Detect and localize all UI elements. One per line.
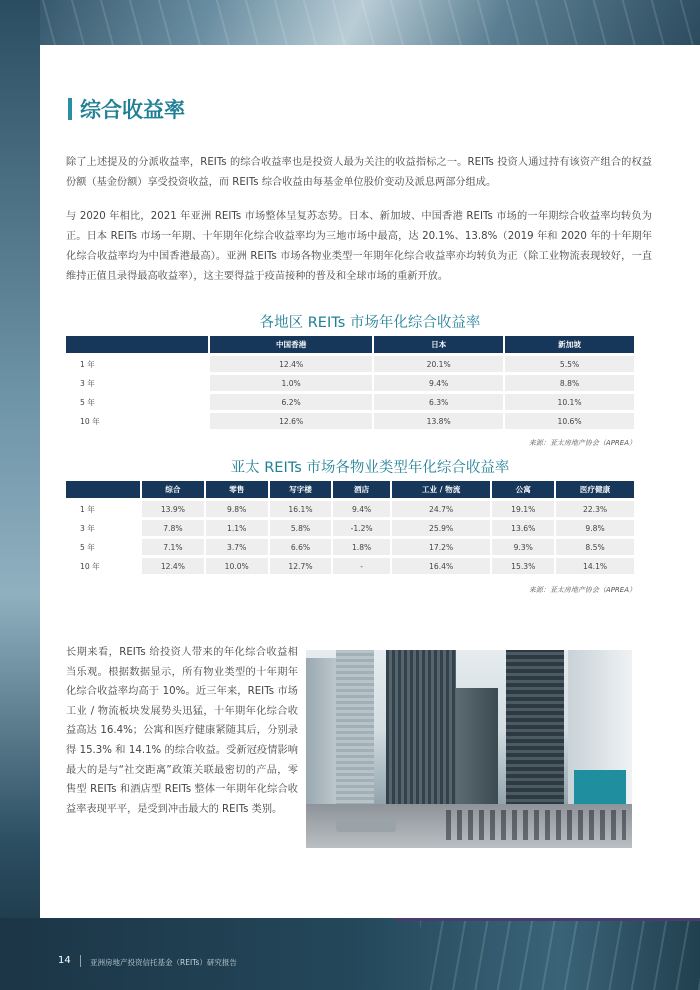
row-label: 1 年 [66, 356, 208, 372]
row-label: 5 年 [66, 539, 140, 555]
table-cell: 16.1% [270, 501, 332, 517]
table-cell: 6.3% [374, 394, 503, 410]
table-header-cell: 医疗健康 [556, 481, 634, 498]
table-cell: 10.6% [505, 413, 634, 429]
table-header-cell: 新加坡 [505, 336, 634, 353]
page-content [40, 45, 700, 918]
table-cell: 24.7% [392, 501, 490, 517]
table-cell: 13.9% [142, 501, 204, 517]
table-cell: 19.1% [492, 501, 554, 517]
region-returns-table [64, 333, 636, 432]
table-row [66, 520, 634, 536]
section-title: 综合收益率 [80, 98, 185, 122]
table-header-cell: 公寓 [492, 481, 554, 498]
building-shape [386, 650, 456, 808]
table-cell: 22.3% [556, 501, 634, 517]
footer-background-image [0, 918, 700, 990]
intro-paragraph-2: 与 2020 年相比，2021 年亚洲 REITs 市场整体呈复苏态势。日本、新加坡、中国香港 REITs 市场的一年期综合收益率均转负为正。日本 REITs 市场一年期、十年期年化综合收益率均为三地市场中最高，达 20.1%、13.8%（2019 年和 2020 年的十年期年化综合收益率均为中国香港最高）。亚洲 REITs 市场各物业类型一年期年化综合收益率亦均转负为正（除工业物流表现较好，一直维持正值且录得最高收益率），这主要得益于疫苗接种的普及和全球市场的重新开放。 [66, 211, 652, 282]
intro-paragraph-1: 除了上述提及的分派收益率，REITs 的综合收益率也是投资人最为关注的收益指标之一。REITs 投资人通过持有该资产组合的权益份额（基金份额）享受投资收益，而 REITs 综合收益由每基金单位股价变动及派息两部分组成。 [66, 157, 652, 188]
row-label: 3 年 [66, 520, 140, 536]
row-label: 10 年 [66, 558, 140, 574]
table-header-cell: 中国香港 [210, 336, 372, 353]
table-cell: 6.6% [270, 539, 332, 555]
building-shape [456, 688, 498, 808]
table1-title: 各地区 REITs 市场年化综合收益率 [259, 315, 481, 331]
row-label: 3 年 [66, 375, 208, 391]
table-cell: 10.1% [505, 394, 634, 410]
table-cell: 12.7% [270, 558, 332, 574]
table-cell: 7.1% [142, 539, 204, 555]
table-cell: 8.5% [556, 539, 634, 555]
table-cell: 12.6% [210, 413, 372, 429]
table-header-corner [66, 336, 208, 353]
car-shape [336, 818, 396, 832]
table-row [66, 558, 634, 574]
table-cell: 1.0% [210, 375, 372, 391]
table-cell: 16.4% [392, 558, 490, 574]
footer-report-title: 亚洲房地产投资信托基金（REITs）研究报告 [90, 958, 237, 967]
row-label: 5 年 [66, 394, 208, 410]
building-shape [506, 650, 564, 808]
table-header-row [66, 336, 634, 353]
table-row [66, 394, 634, 410]
table-header-cell: 零售 [206, 481, 268, 498]
row-label: 10 年 [66, 413, 208, 429]
table-cell: 1.1% [206, 520, 268, 536]
table1-source: 来源：亚太房地产协会（APREA） [528, 439, 636, 447]
table-cell: 9.8% [206, 501, 268, 517]
table-cell: -1.2% [333, 520, 389, 536]
table-cell: 9.3% [492, 539, 554, 555]
table-cell: 9.4% [333, 501, 389, 517]
table-cell: 5.5% [505, 356, 634, 372]
row-label: 1 年 [66, 501, 140, 517]
table2-source: 来源：亚太房地产协会（APREA） [528, 586, 636, 594]
page-number: 14 [58, 955, 71, 966]
table-cell: 6.2% [210, 394, 372, 410]
pedestrians-shape [446, 810, 626, 840]
table-header-cell: 综合 [142, 481, 204, 498]
property-type-returns-table [64, 478, 636, 577]
table-header-corner [66, 481, 140, 498]
table-row [66, 356, 634, 372]
table-cell: 25.9% [392, 520, 490, 536]
table-cell: 3.7% [206, 539, 268, 555]
table-header-cell: 日本 [374, 336, 503, 353]
table-cell: - [333, 558, 389, 574]
left-background-image [0, 0, 40, 990]
table-cell: 13.6% [492, 520, 554, 536]
footer-divider [80, 955, 81, 967]
city-street-photo [306, 650, 632, 848]
analysis-paragraph: 长期来看，REITs 给投资人带来的年化综合收益相当乐观。根据数据显示，所有物业类型的十年期年化综合收益率均高于 10%。近三年来，REITs 市场工业 / 物流板块发展势头迅猛，十年期年化综合收益高达 16.4%；公寓和医疗健康紧随其后，分别录得 15.3% 和 14.1% 的综合收益。受新冠疫情影响最大的是与“社交距离”政策关联最密切的产品，零售型 REITs 和酒店型 REITs 整体一年期年化综合收益率表现平平，是受到冲击最大的 REITs 类别。 [66, 647, 298, 815]
table-header-cell: 写字楼 [270, 481, 332, 498]
table-row [66, 539, 634, 555]
table-cell: 1.8% [333, 539, 389, 555]
table-header-row [66, 481, 634, 498]
table-cell: 15.3% [492, 558, 554, 574]
table-cell: 17.2% [392, 539, 490, 555]
table-cell: 12.4% [142, 558, 204, 574]
table-cell: 13.8% [374, 413, 503, 429]
table-row [66, 413, 634, 429]
table-cell: 20.1% [374, 356, 503, 372]
table2-title: 亚太 REITs 市场各物业类型年化综合收益率 [230, 460, 510, 476]
table-cell: 12.4% [210, 356, 372, 372]
table-cell: 14.1% [556, 558, 634, 574]
table-cell: 7.8% [142, 520, 204, 536]
table-cell: 8.8% [505, 375, 634, 391]
table-cell: 5.8% [270, 520, 332, 536]
table-cell: 10.0% [206, 558, 268, 574]
table-header-cell: 工业 / 物流 [392, 481, 490, 498]
table-cell: 9.4% [374, 375, 503, 391]
title-accent-bar [68, 98, 72, 120]
table-row [66, 501, 634, 517]
table-header-cell: 酒店 [333, 481, 389, 498]
table-row [66, 375, 634, 391]
table-cell: 9.8% [556, 520, 634, 536]
building-shape [336, 650, 374, 808]
